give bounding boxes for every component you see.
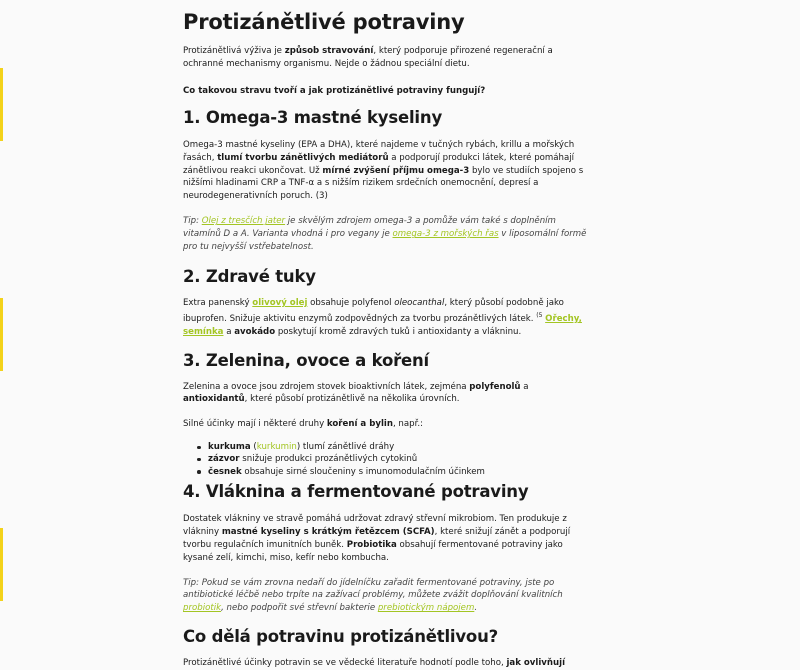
text: Tip: <box>183 216 202 227</box>
what-paragraph <box>183 657 595 670</box>
bold-text: mastné kyseliny s krátkým řetězcem (SCFA) <box>221 526 435 537</box>
olive-oil-link[interactable]: olivový olej <box>252 297 308 308</box>
bold-text: polyfenolů <box>469 381 521 392</box>
text: Omega-3 mastné kyseliny (EPA a DHA), které najdeme v tučných rybách, krillu a mořských řasách, <box>183 139 575 163</box>
text: Dostatek vlákniny ve stravě pomáhá udržovat zdravý střevní mikrobiom. Ten produkuje z vlákniny <box>183 513 567 537</box>
bold-text: koření a bylin <box>326 419 393 430</box>
left-accent-mark-1 <box>0 68 3 141</box>
bold-text: jak ovlivňují <box>506 658 566 669</box>
probiotics-link[interactable]: probiotik <box>183 603 222 614</box>
text: v liposomální formě pro tu nejvyšší vstřebatelnost. <box>183 229 587 253</box>
text: poskytují kromě zdravých tuků i antioxidanty a vlákninu. <box>275 326 522 337</box>
bold-text: kurkuma <box>208 442 251 453</box>
text: Protizánětlivé účinky potravin se ve vědecké literatuře hodnotí podle toho, <box>183 658 507 669</box>
section-heading: 3. Zelenina, ovoce a koření <box>183 350 430 370</box>
text: a <box>223 326 235 337</box>
spices-list <box>183 441 595 478</box>
text: tlumí zánětlivé dráhy <box>300 442 395 453</box>
text: obsahuje sirné sloučeniny s imunomodulačním účinkem <box>241 466 485 477</box>
text: obsahuje polyfenol <box>307 297 395 308</box>
bold-text: Probiotika <box>346 539 397 550</box>
text: Zelenina a ovoce jsou zdrojem stovek bioaktivních látek, zejména <box>183 381 470 392</box>
fiber-paragraph <box>183 513 595 565</box>
left-accent-mark-3 <box>0 528 3 601</box>
bold-text: avokádo <box>234 326 276 337</box>
text: Tip: Pokud se vám zrovna nedaří do jídelníčku zařadit fermentované potraviny, jste po antibiotické léčbě nebo trpíte na zažívací problémy, můžete zvážit doplňování kvalitních <box>183 577 563 601</box>
text: , nebo podpořit své střevní bakterie <box>221 603 378 614</box>
left-accent-mark-2 <box>0 298 3 371</box>
spices-intro <box>183 418 595 431</box>
article <box>183 0 595 670</box>
section-vegetables <box>183 351 595 478</box>
veg-paragraph <box>183 381 595 407</box>
text: je skvělým zdrojem omega-3 a pomůže vám také s doplněním vitamínů D a A. Varianta vhodná i pro vegany je <box>183 216 556 240</box>
bold-text: tlumí tvorbu zánětlivých mediátorů <box>217 152 389 163</box>
bold-text: česnek <box>208 466 242 477</box>
list-item <box>197 453 595 465</box>
text: , které snižují zánět a podporují tvorbu regulačních imunitních buněk. <box>183 526 571 550</box>
list-item <box>197 466 595 478</box>
section-heading: 1. Omega-3 mastné kyseliny <box>183 107 442 127</box>
tip-paragraph <box>183 577 595 616</box>
page-title: Protizánětlivé potraviny <box>183 10 465 34</box>
section-heading: 2. Zdravé tuky <box>183 266 316 286</box>
text: ) <box>296 442 301 453</box>
section-heading: Co dělá potravinu protizánětlivou? <box>183 627 498 647</box>
text: , který podporuje přirozené regenerační a ochranné mechanismy organismu. Nejde o žádnou speciální dietu. <box>183 46 553 69</box>
text: , který působí podobně jako ibuprofen. Snižuje aktivitu enzymů zodpovědných za tvorbu prozánětlivých látek. <box>183 297 564 324</box>
italic-text: oleocanthal <box>394 297 445 308</box>
text: , např.: <box>392 419 423 430</box>
text: snižuje produkci prozánětlivých cytokinů <box>239 454 418 465</box>
text: Extra panenský <box>183 297 253 308</box>
text: a <box>520 381 529 392</box>
curcumin-link[interactable]: kurkumin <box>256 442 297 453</box>
prebiotic-drink-link[interactable]: prebiotickým nápojem <box>377 603 475 614</box>
omega-paragraph <box>183 139 595 204</box>
list-item <box>197 441 595 453</box>
text: ( <box>250 442 257 453</box>
bold-text: způsob stravování <box>284 46 374 56</box>
fats-paragraph <box>183 297 595 339</box>
text: Protizánětlivá výživa je <box>183 46 285 56</box>
cod-liver-oil-link[interactable]: Olej z tresčích jater <box>201 216 286 227</box>
section-omega3 <box>183 108 595 254</box>
text: Silné účinky mají i některé druhy <box>183 419 327 430</box>
bold-text: antioxidantů <box>183 394 245 405</box>
question-line: Co takovou stravu tvoří a jak protizánětlivé potraviny fungují? <box>183 85 486 96</box>
tip-paragraph <box>183 215 595 254</box>
bold-text: zázvor <box>208 454 240 465</box>
intro-paragraph <box>183 45 595 71</box>
text: obsahují fermentované potraviny jako kysané zelí, kimchi, miso, kefír nebo kombucha. <box>183 539 563 563</box>
text: , které působí protizánětlivě na několika úrovních. <box>244 394 460 405</box>
section-fiber <box>183 482 595 615</box>
text: . <box>474 603 478 614</box>
algae-omega3-link[interactable]: omega-3 z mořských řas <box>392 229 499 240</box>
bold-text: mírné zvýšení příjmu omega-3 <box>322 165 470 176</box>
text: a podporují produkci látek, které pomáhají zánětlivou reakci ukončovat. Už <box>183 152 575 176</box>
text: bylo ve studiích spojeno s nižšími hladinami CRP a TNF-α a s nižším rizikem srdečních onemocnění, depresí a neurodegenerativních poruch. (3) <box>183 165 584 202</box>
citation: (5 <box>536 311 543 319</box>
section-heading: 4. Vláknina a fermentované potraviny <box>183 481 529 501</box>
nuts-seeds-link[interactable]: Ořechy, semínka <box>183 313 582 337</box>
section-what-makes-anti-inflammatory <box>183 627 595 670</box>
section-healthy-fats <box>183 267 595 339</box>
